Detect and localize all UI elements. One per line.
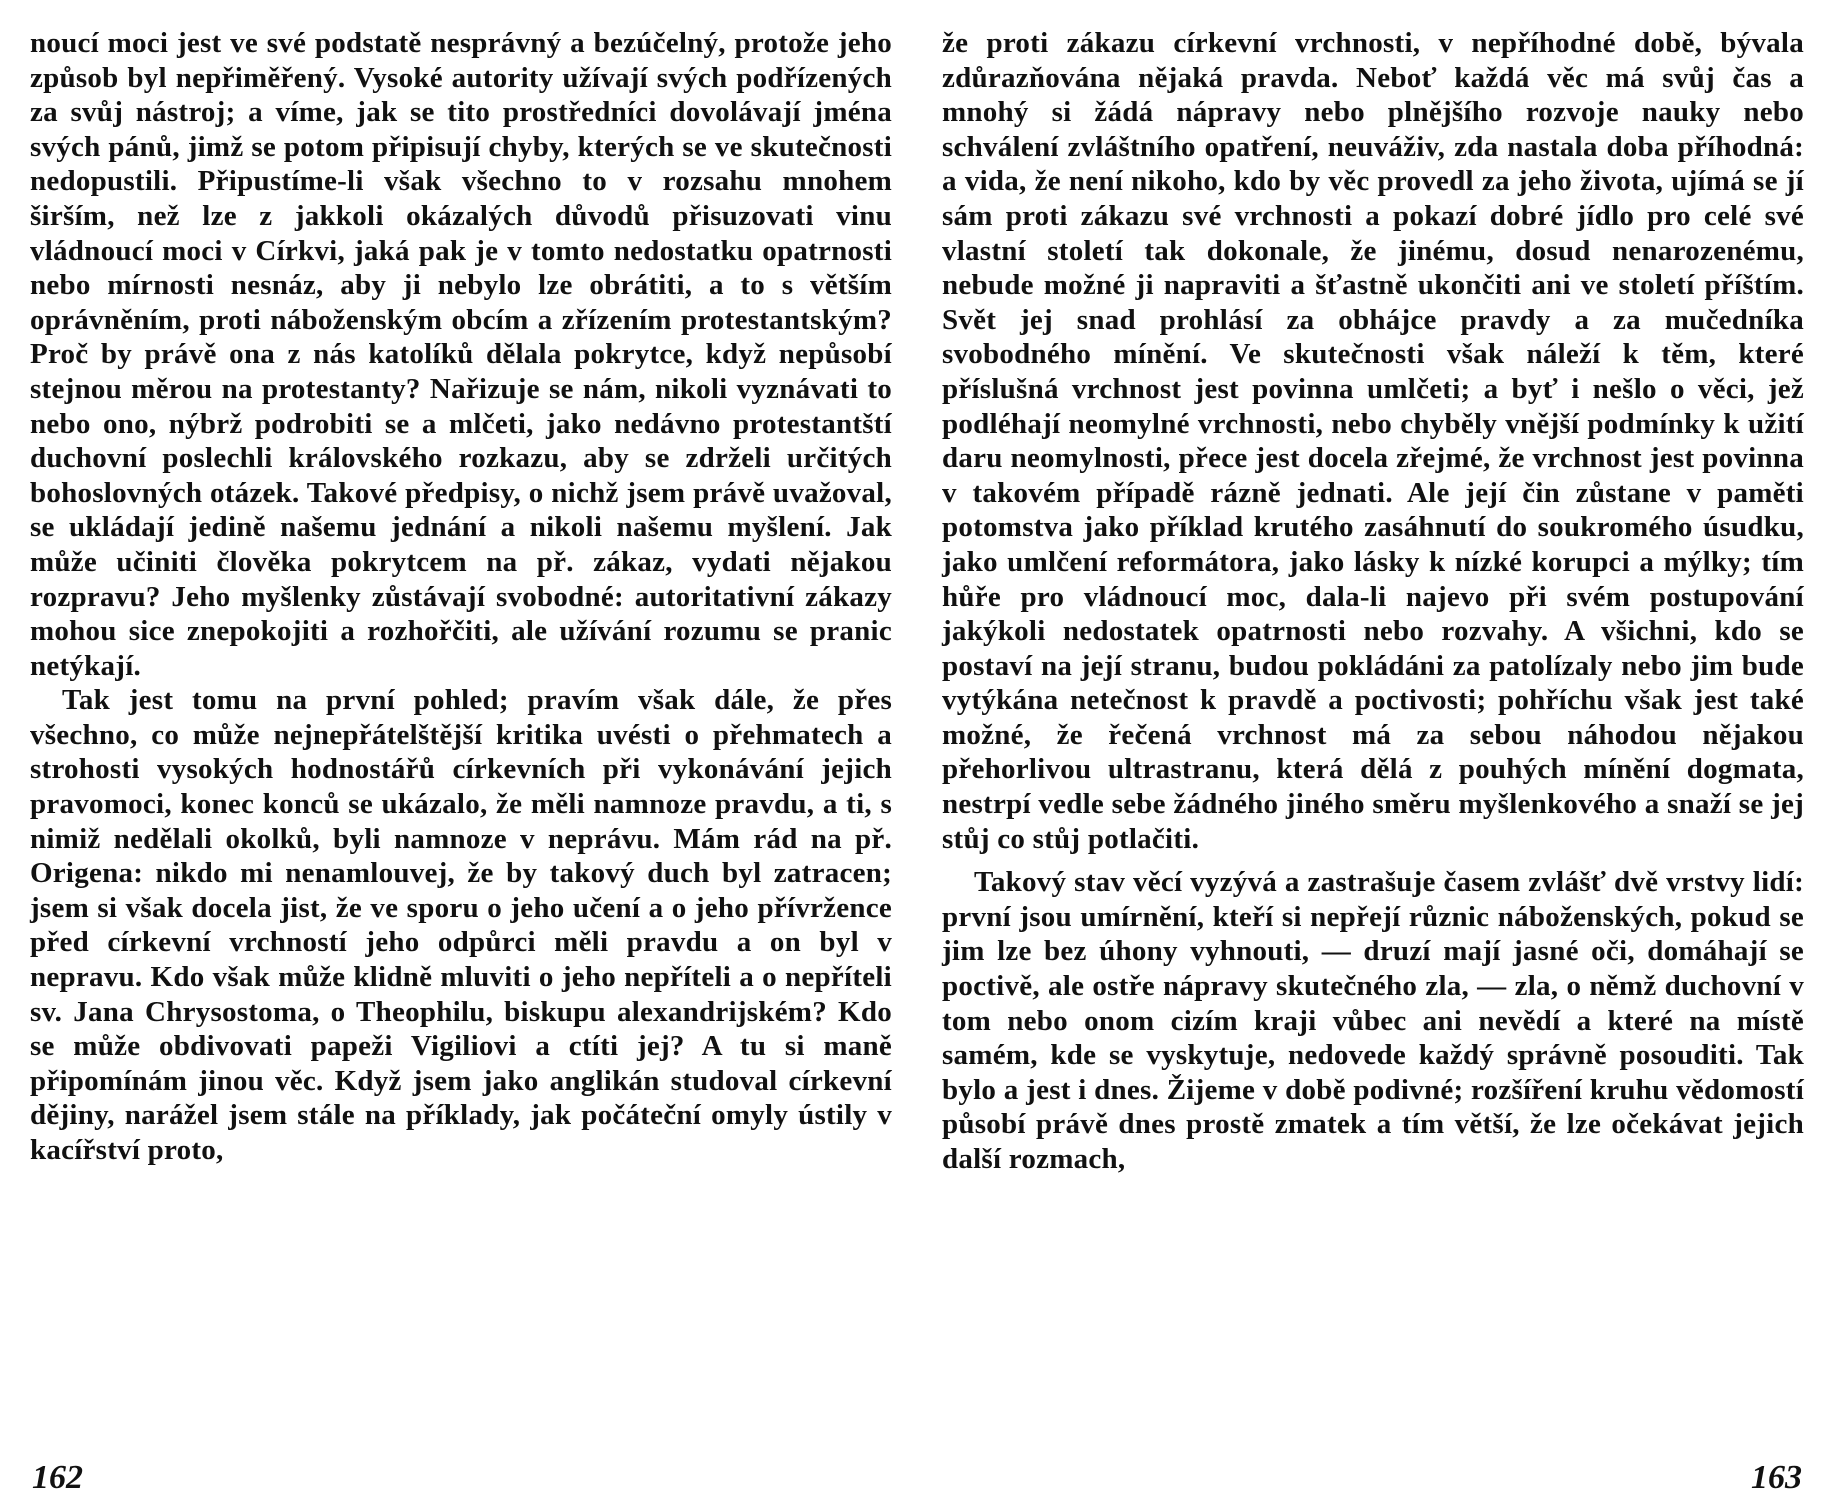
left-paragraph-1: noucí moci jest ve své podstatě nesprávný a bezúčelný, protože jeho způsob byl nepřiměřený. Vysoké autority užívají svých podřízených za svůj nástroj; a víme, jak se tito prostředníci dovolávají jména svých pánů, jimž se potom připisují chyby, kterých se ve skutečnosti nedopustili. Připustíme-li však všechno to v rozsahu mnohem širším, než lze z jakkoli okázalých důvodů přisuzovati vinu vládnoucí moci v Církvi, jaká pak je v tomto nedostatku opatrnosti nebo mírnosti nesnáz, aby ji nebylo lze obrátiti, a to s větším oprávněním, proti náboženským obcím a zřízením protestantským? Proč by právě ona z nás katolíků dělala pokrytce, když nepůsobí stejnou měrou na protestanty? Nařizuje se nám, nikoli vyznávati to nebo ono, nýbrž podrobiti se a mlčeti, jako nedávno protestantští duchovní poslechli královského rozkazu, aby se zdrželi určitých bohoslovných otázek. Takové předpisy, o nichž jsem právě uvažoval, se ukládají jedině našemu jednání a nikoli našemu myšlení. Jak může učiniti člověka pokrytcem na př. zákaz, vydati nějakou rozpravu? Jeho myšlenky zůstávají svobodné: autoritativní zákazy mohou sice znepokojiti a rozhořčiti, ale užívání rozumu se pranic netýkají.: [30, 27, 892, 682]
left-page: [30, 26, 892, 1496]
right-page-text: [942, 26, 1804, 1177]
page-number-right: 163: [1751, 1459, 1802, 1496]
right-paragraph-1: že proti zákazu církevní vrchnosti, v nepříhodné době, bývala zdůrazňována nějaká pravda. Neboť každá věc má svůj čas a mnohý si žádá nápravy nebo plnějšího rozvoje nauky nebo schválení zvláštního opatření, neuváživ, zda nastala doba příhodná: a vida, že není nikoho, kdo by věc provedl za jeho života, ujímá se jí sám proti zákazu své vrchnosti a pokazí dobré jídlo pro celé své vlastní století tak dokonale, že jinému, dosud nenarozenému, nebude možné ji napraviti a šťastně ukončiti ani ve století příštím. Svět jej snad prohlásí za obhájce pravdy a za mučedníka svobodného mínění. Ve skutečnosti však náleží k těm, které příslušná vrchnost jest povinna umlčeti; a byť i nešlo o věci, jež podléhají neomylné vrchnosti, nebo chyběly vnější podmínky k užití daru neomylnosti, přece jest docela zřejmé, že vrchnost jest povinna v takovém případě rázně jednati. Ale její čin zůstane v paměti potomstva jako příklad krutého zasáhnutí do soukromého úsudku, jako umlčení reformátora, jako lásky k nízké korupci a mýlky; tím hůře pro vládnoucí moc, dala-li najevo při svém postupování jakýkoli nedostatek opatrnosti nebo rozvahy. A všichni, kdo se postaví na její stranu, budou pokládáni za patolízaly nebo jim bude vytýkána netečnost k pravdě a poctivosti; pohříchu však jest také možné, že řečená vrchnost má za sebou náhodou nějakou přehorlivou ultrastranu, která dělá z pouhých mínění dogmata, nestrpí vedle sebe žádného jiného směru myšlenkového a snaží se jej stůj co stůj potlačiti.: [942, 27, 1804, 855]
right-paragraph-2: Takový stav věcí vyzývá a zastrašuje časem zvlášť dvě vrstvy lidí: první jsou umírnění, kteří si nepřejí různic náboženských, pokud se jim lze bez úhony vyhnouti, — druzí mají jasné oči, domáhají se poctivě, ale ostře nápravy skutečného zla, — zla, o němž duchovní v tom nebo onom cizím kraji vůbec ani nevědí a které na místě samém, kde se vyskytuje, nedovede každý správně posouditi. Tak bylo a jest i dnes. Žijeme v době podivné; rozšíření kruhu vědomostí působí právě dnes prostě zmatek a tím větší, že lze očekávat jejich další rozmach,: [942, 866, 1804, 1175]
page-number-left: 162: [32, 1459, 83, 1496]
right-page: [942, 26, 1804, 1496]
left-page-text: [30, 26, 892, 1168]
left-paragraph-2: Tak jest tomu na první pohled; pravím však dále, že přes všechno, co může nejnepřátelštější kritika uvésti o přehmatech a strohosti vysokých hodnostářů církevních při vykonávání jejich pravomoci, konec konců se ukázalo, že měli namnoze pravdu, a ti, s nimiž nedělali okolků, byli namnoze v neprávu. Mám rád na př. Origena: nikdo mi nenamlouvej, že by takový duch byl zatracen; jsem si však docela jist, že ve sporu o jeho učení a o jeho přívržence před církevní vrchností jeho odpůrci měli pravdu a on byl v nepravu. Kdo však může klidně mluviti o jeho nepříteli a o nepříteli sv. Jana Chrysostoma, o Theophilu, biskupu alexandrijském? Kdo se může obdivovati papeži Vigiliovi a ctíti jej? A tu si maně připomínám jinou věc. Když jsem jako anglikán studoval církevní dějiny, narážel jsem stále na příklady, jak počáteční omyly ústily v kacířství proto,: [30, 684, 892, 1166]
